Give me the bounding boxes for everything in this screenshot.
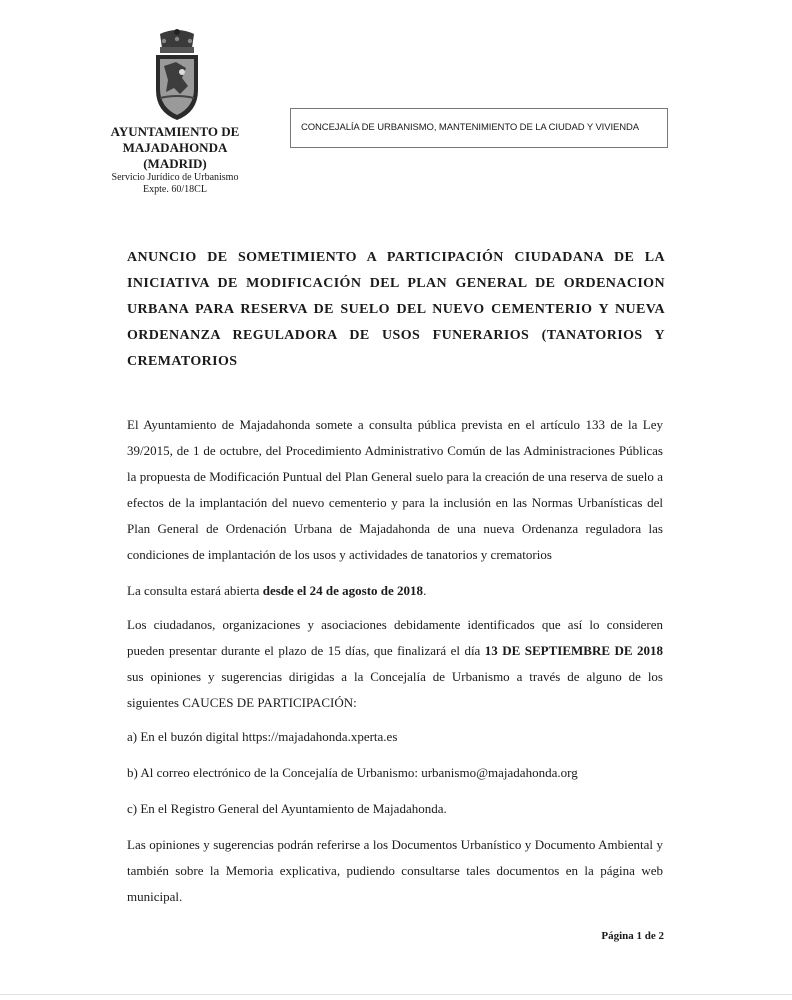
title-line: CREMATORIOS <box>127 354 238 369</box>
page-edge-divider <box>0 994 792 995</box>
citizens-suffix: sus opiniones y sugerencias dirigidas a la Concejalía de Urbanismo a través de alguno de los siguientes CAUCES DE PARTICIPACIÓN: <box>127 669 663 710</box>
consulta-date: desde el 24 de agosto de 2018 <box>262 583 424 598</box>
consulta-prefix: La consulta estará abierta <box>127 583 263 598</box>
channel-email: b) Al correo electrónico de la Concejalía de Urbanismo: urbanismo@majadahonda.org <box>127 765 578 780</box>
file-reference: Expte. 60/18CL <box>143 184 207 195</box>
department-box: CONCEJALÍA DE URBANISMO, MANTENIMIENTO DE LA CIUDAD Y VIVIENDA <box>290 108 668 148</box>
channel-registry: c) En el Registro General del Ayuntamiento de Majadahonda. <box>127 801 447 816</box>
citizens-paragraph <box>127 612 663 716</box>
closing-paragraph: Las opiniones y sugerencias podrán referirse a los Documentos Urbanístico y Documento Ambiental y también sobre la Memoria explicativa, pudiendo consultarse tales documentos en la página web municipal. <box>127 837 663 904</box>
deadline-date: 13 DE SEPTIEMBRE DE 2018 <box>484 643 663 658</box>
citizens-prefix: Los ciudadanos, organizaciones y asociaciones debidamente identificados que así lo consideren pueden presentar durante el plazo de 15 días, que finalizará el día <box>127 617 663 658</box>
channel-digital-mailbox: a) En el buzón digital https://majadahonda.xperta.es <box>127 729 398 744</box>
consultation-period <box>127 578 663 604</box>
title-line: ANUNCIO DE SOMETIMIENTO A PARTICIPACIÓN CIUDADANA DE LA <box>127 250 665 265</box>
title-line: INICIATIVA DE MODIFICACIÓN DEL PLAN GENERAL DE ORDENACION <box>127 276 665 291</box>
announcement-body <box>127 412 663 910</box>
service-name: Servicio Jurídico de Urbanismo <box>111 172 239 183</box>
intro-paragraph: El Ayuntamiento de Majadahonda somete a consulta pública prevista en el artículo 133 de la Ley 39/2015, de 1 de octubre, del Procedimiento Administrativo Común de las Administraciones Públicas la propuesta de Modificación Puntual del Plan General suelo para la creación de una reserva de suelo a efectos de la implantación del nuevo cementerio y para la inclusión en las Normas Urbanísticas del Plan General de Ordenación Urbana de Majadahonda de una nueva Ordenanza reguladora las condiciones de implantación de los usos y actividades de tanatorios y crematorios <box>127 417 663 562</box>
consulta-suffix: . <box>423 583 427 598</box>
org-name-line1: AYUNTAMIENTO DE <box>110 124 240 139</box>
page-number: Página 1 de 2 <box>601 930 664 942</box>
title-line: ORDENANZA REGULADORA DE USOS FUNERARIOS (TANATORIOS Y <box>127 328 665 343</box>
issuer-block <box>64 124 286 196</box>
org-name-line2: MAJADAHONDA <box>122 140 228 155</box>
coat-of-arms-icon <box>146 28 208 124</box>
title-line: URBANA PARA RESERVA DE SUELO DEL NUEVO CEMENTERIO Y NUEVA <box>127 302 665 317</box>
org-region: (MADRID) <box>143 156 207 171</box>
announcement-title <box>127 245 665 375</box>
